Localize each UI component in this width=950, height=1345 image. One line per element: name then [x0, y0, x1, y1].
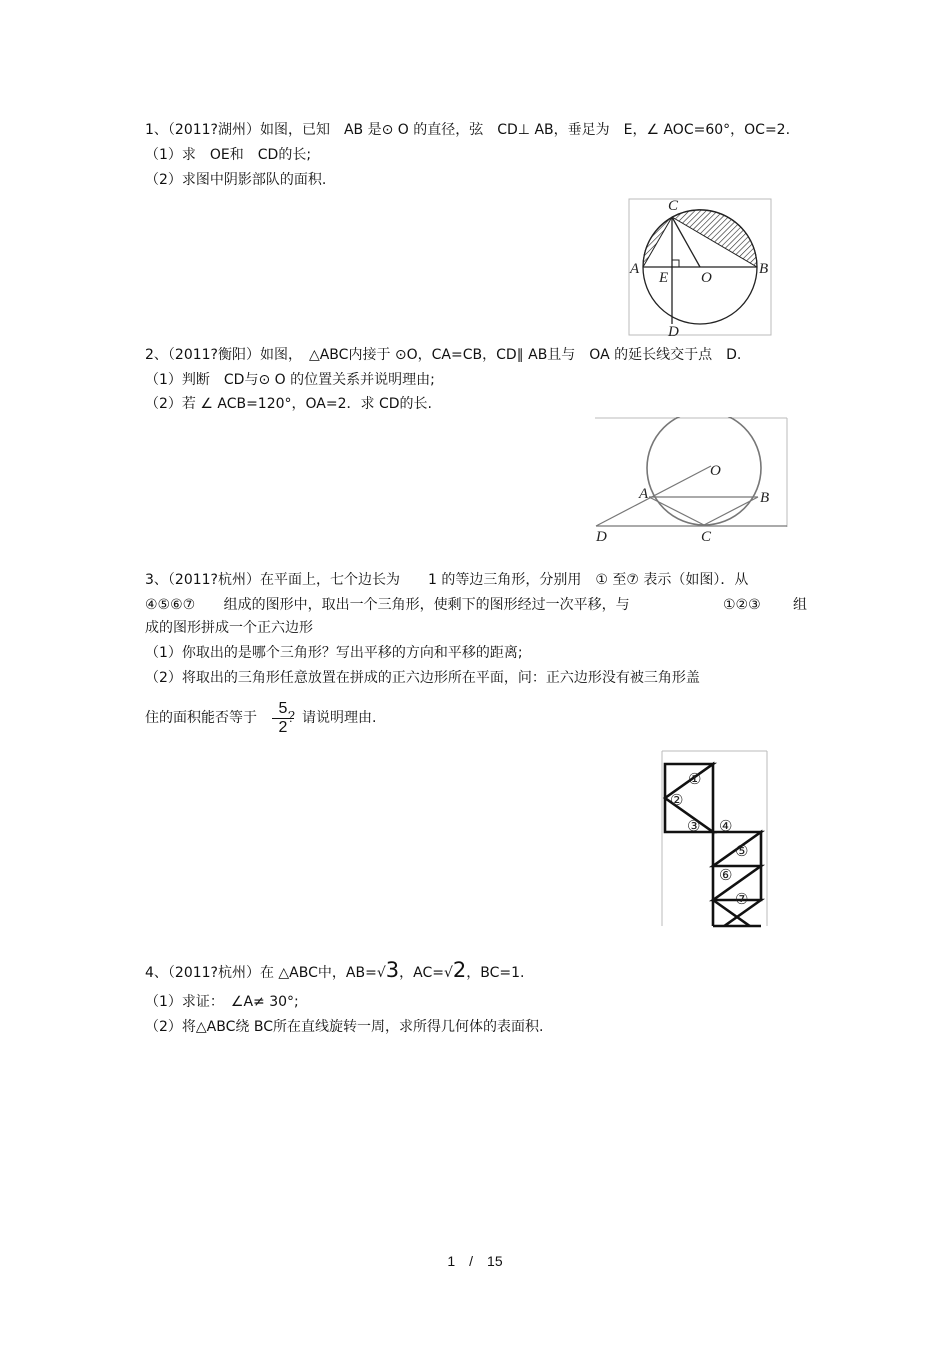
fraction-numerator: 5 — [272, 700, 294, 719]
problem3-question2-cont: 住的面积能否等于 — [145, 710, 257, 726]
label-b: B — [760, 490, 770, 506]
problem3-figure — [661, 750, 771, 930]
problem4-text-a: 4、（2011?杭州）在 △ABC中，AB= — [145, 965, 377, 981]
triangle-group-123: ①②③ — [723, 597, 761, 613]
sqrt-three: 3 — [385, 958, 400, 982]
problem3-question2-end: ？请说明理由. — [288, 710, 377, 726]
sqrt-symbol: √ — [443, 965, 453, 981]
problem4-statement — [145, 960, 524, 983]
shaded-segment-left — [643, 217, 672, 267]
label-d: D — [596, 529, 607, 543]
triangle-label-2: ② — [670, 793, 684, 809]
problem4-text-b: ，AC= — [399, 965, 444, 981]
problem3-question2: （2）将取出的三角形任意放置在拼成的正六边形所在平面，问：正六边形没有被三角形盖 — [145, 670, 700, 686]
problem3-statement-line2 — [145, 595, 805, 615]
triangle-label-6: ⑥ — [719, 868, 733, 884]
label-a: A — [630, 261, 640, 277]
chord-bc — [704, 497, 758, 525]
sqrt-symbol: √ — [376, 965, 386, 981]
problem3-statement: 3、（2011?杭州）在平面上，七个边长为 1 的等边三角形，分别用 ① 至⑦ 表示（如图）．从 — [145, 572, 749, 588]
sqrt-two: 2 — [452, 958, 467, 982]
problem3-question1: （1）你取出的是哪个三角形？写出平移的方向和平移的距离; — [145, 645, 523, 661]
right-angle-mark — [672, 260, 679, 267]
label-b: B — [759, 261, 769, 277]
label-d: D — [668, 324, 679, 338]
problem3-text-a: 组成的图形中，取出一个三角形，使剩下的图形经过一次平移，与 — [223, 597, 630, 613]
problem3-statement-line3: 成的图形拼成一个正六边形 — [145, 620, 313, 636]
problem1-question2: （2）求图中阴影部队的面积. — [145, 172, 327, 188]
triangle-label-5: ⑤ — [735, 844, 749, 860]
chord-ac — [649, 497, 704, 525]
problem4-question2: （2）将△ABC绕 BC所在直线旋转一周，求所得几何体的表面积. — [145, 1019, 544, 1035]
problem2-figure — [594, 417, 789, 543]
problem3-text-b: 组 — [793, 597, 807, 613]
problem4-text-c: ，BC=1. — [466, 965, 525, 981]
label-a: A — [639, 486, 649, 502]
label-c: C — [701, 529, 712, 543]
triangle-group-4567: ④⑤⑥⑦ — [145, 597, 196, 613]
triangle-label-7: ⑦ — [735, 892, 749, 908]
label-o: O — [701, 270, 712, 286]
triangle-label-1: ① — [688, 772, 702, 788]
problem4-question1: （1）求证： ∠A≠ 30°; — [145, 994, 299, 1010]
fraction-denominator: 2 — [278, 719, 288, 736]
page-number: 1 / 15 — [447, 1253, 503, 1269]
problem2-question2: （2）若 ∠ ACB=120°，OA=2．求 CD的长. — [145, 396, 432, 412]
label-c: C — [668, 198, 679, 214]
problem2-question1: （1）判断 CD与⊙ O 的位置关系并说明理由; — [145, 372, 435, 388]
circle-o — [647, 417, 761, 525]
problem1-statement: 1、（2011?湖州）如图，已知 AB 是⊙ O 的直径，弦 CD⊥ AB，垂足为 E，∠ AOC=60°，OC=2. — [145, 122, 791, 138]
problem1-question1: （1）求 OE和 CD的长; — [145, 147, 312, 163]
problem2-statement: 2、（2011?衡阳）如图， △ABC内接于 ⊙O，CA=CB，CD∥ AB且与 OA 的延长线交于点 D. — [145, 347, 742, 363]
label-e: E — [659, 270, 669, 286]
triangle-label-4: ④ — [719, 819, 733, 835]
shaded-segment-right — [672, 210, 757, 267]
label-o: O — [710, 463, 721, 479]
line-do — [596, 466, 711, 526]
triangle-label-3: ③ — [687, 819, 701, 835]
problem1-figure — [628, 198, 773, 338]
